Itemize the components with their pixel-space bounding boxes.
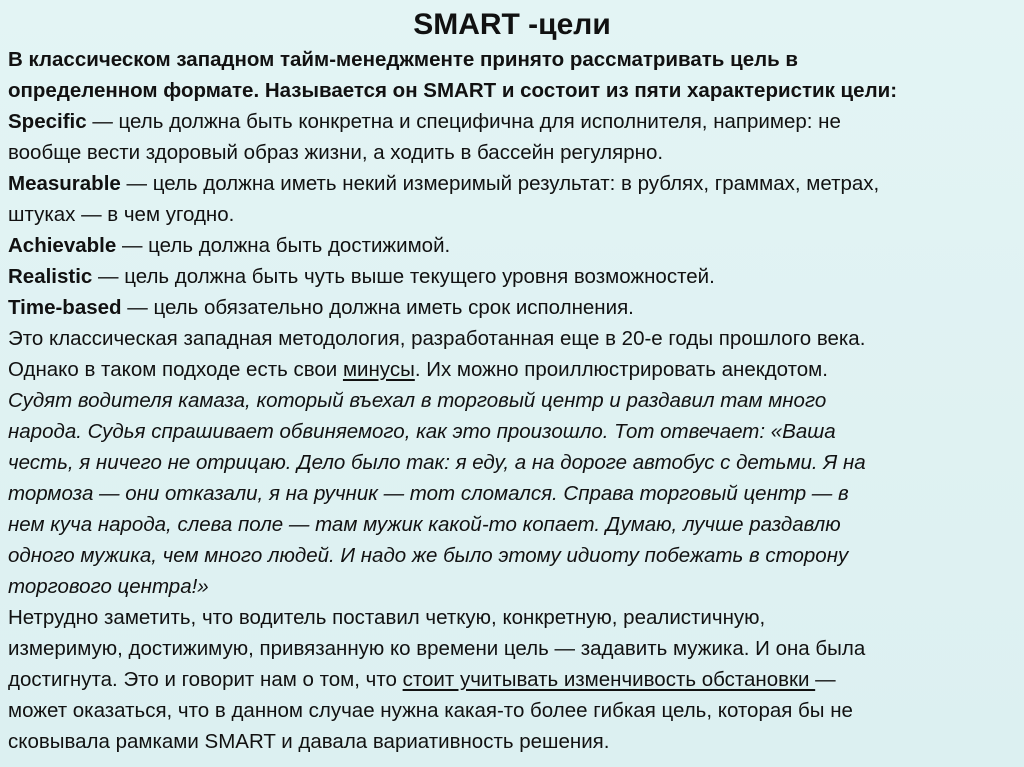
criterion-measurable-cont: штуках — в чем угодно. bbox=[8, 203, 235, 226]
criterion-term: Specific bbox=[8, 110, 87, 133]
slide-body bbox=[8, 44, 1012, 757]
criterion-term: Time-based bbox=[8, 296, 122, 319]
minuses-underlined: минусы bbox=[342, 358, 415, 381]
criterion-realistic bbox=[8, 261, 1012, 292]
conclusion-line-2: измеримую, достижимую, привязанную ко времени цель — задавить мужика. И она была bbox=[8, 637, 866, 660]
criterion-text: — цель должна быть конкретна и специфична для исполнителя, например: не bbox=[86, 110, 841, 133]
methodology-text: . Их можно проиллюстрировать анекдотом. bbox=[414, 358, 828, 381]
conclusion-line-4: может оказаться, что в данном случае нужна какая-то более гибкая цель, которая бы не bbox=[8, 699, 853, 722]
conclusion-text: — bbox=[815, 668, 836, 691]
criterion-term: Realistic bbox=[8, 265, 93, 288]
conclusion-line-3 bbox=[8, 664, 1012, 695]
methodology-line-1: Это классическая западная методология, разработанная еще в 20-е годы прошлого века. bbox=[8, 327, 866, 350]
anecdote-line-7: торгового центра!» bbox=[8, 575, 209, 598]
conclusion-line-1: Нетрудно заметить, что водитель поставил четкую, конкретную, реалистичную, bbox=[8, 606, 766, 629]
anecdote-line-2: народа. Судья спрашивает обвиняемого, как это произошло. Тот отвечает: «Ваша bbox=[8, 420, 836, 443]
conclusion-text: достигнута. Это и говорит нам о том, что bbox=[8, 668, 403, 691]
criterion-specific-cont: вообще вести здоровый образ жизни, а ходить в бассейн регулярно. bbox=[8, 141, 664, 164]
methodology-text: Однако в таком подходе есть свои bbox=[8, 358, 343, 381]
methodology-line-2 bbox=[8, 354, 1012, 385]
anecdote-line-6: одного мужика, чем много людей. И надо же было этому идиоту побежать в сторону bbox=[8, 544, 849, 567]
slide-title: SMART -цели bbox=[413, 8, 611, 41]
criterion-specific bbox=[8, 106, 1012, 137]
intro-line-1: В классическом западном тайм-менеджменте принято рассматривать цель в bbox=[8, 48, 799, 71]
criterion-text: — цель должна быть чуть выше текущего уровня возможностей. bbox=[92, 265, 715, 288]
criterion-term: Measurable bbox=[8, 172, 121, 195]
anecdote-line-3: честь, я ничего не отрицаю. Дело было так: я еду, а на дороге автобус с детьми. Я на bbox=[8, 451, 866, 474]
conclusion-line-5: сковывала рамками SMART и давала вариативность решения. bbox=[8, 730, 610, 753]
criterion-measurable bbox=[8, 168, 1012, 199]
criterion-achievable bbox=[8, 230, 1012, 261]
anecdote-line-5: нем куча народа, слева поле — там мужик какой-то копает. Думаю, лучше раздавлю bbox=[8, 513, 841, 536]
criterion-time-based bbox=[8, 292, 1012, 323]
changeability-underlined: стоит учитывать изменчивость обстановки bbox=[402, 668, 816, 691]
anecdote-line-4: тормоза — они отказали, я на ручник — тот сломался. Справа торговый центр — в bbox=[8, 482, 849, 505]
anecdote-line-1: Судят водителя камаза, который въехал в торговый центр и раздавил там много bbox=[8, 389, 827, 412]
criterion-term: Achievable bbox=[8, 234, 117, 257]
criterion-text: — цель должна иметь некий измеримый результат: в рублях, граммах, метрах, bbox=[120, 172, 880, 195]
criterion-text: — цель обязательно должна иметь срок исполнения. bbox=[121, 296, 634, 319]
intro-line-2: определенном формате. Называется он SMART и состоит из пяти характеристик цели: bbox=[8, 79, 898, 102]
criterion-text: — цель должна быть достижимой. bbox=[116, 234, 451, 257]
